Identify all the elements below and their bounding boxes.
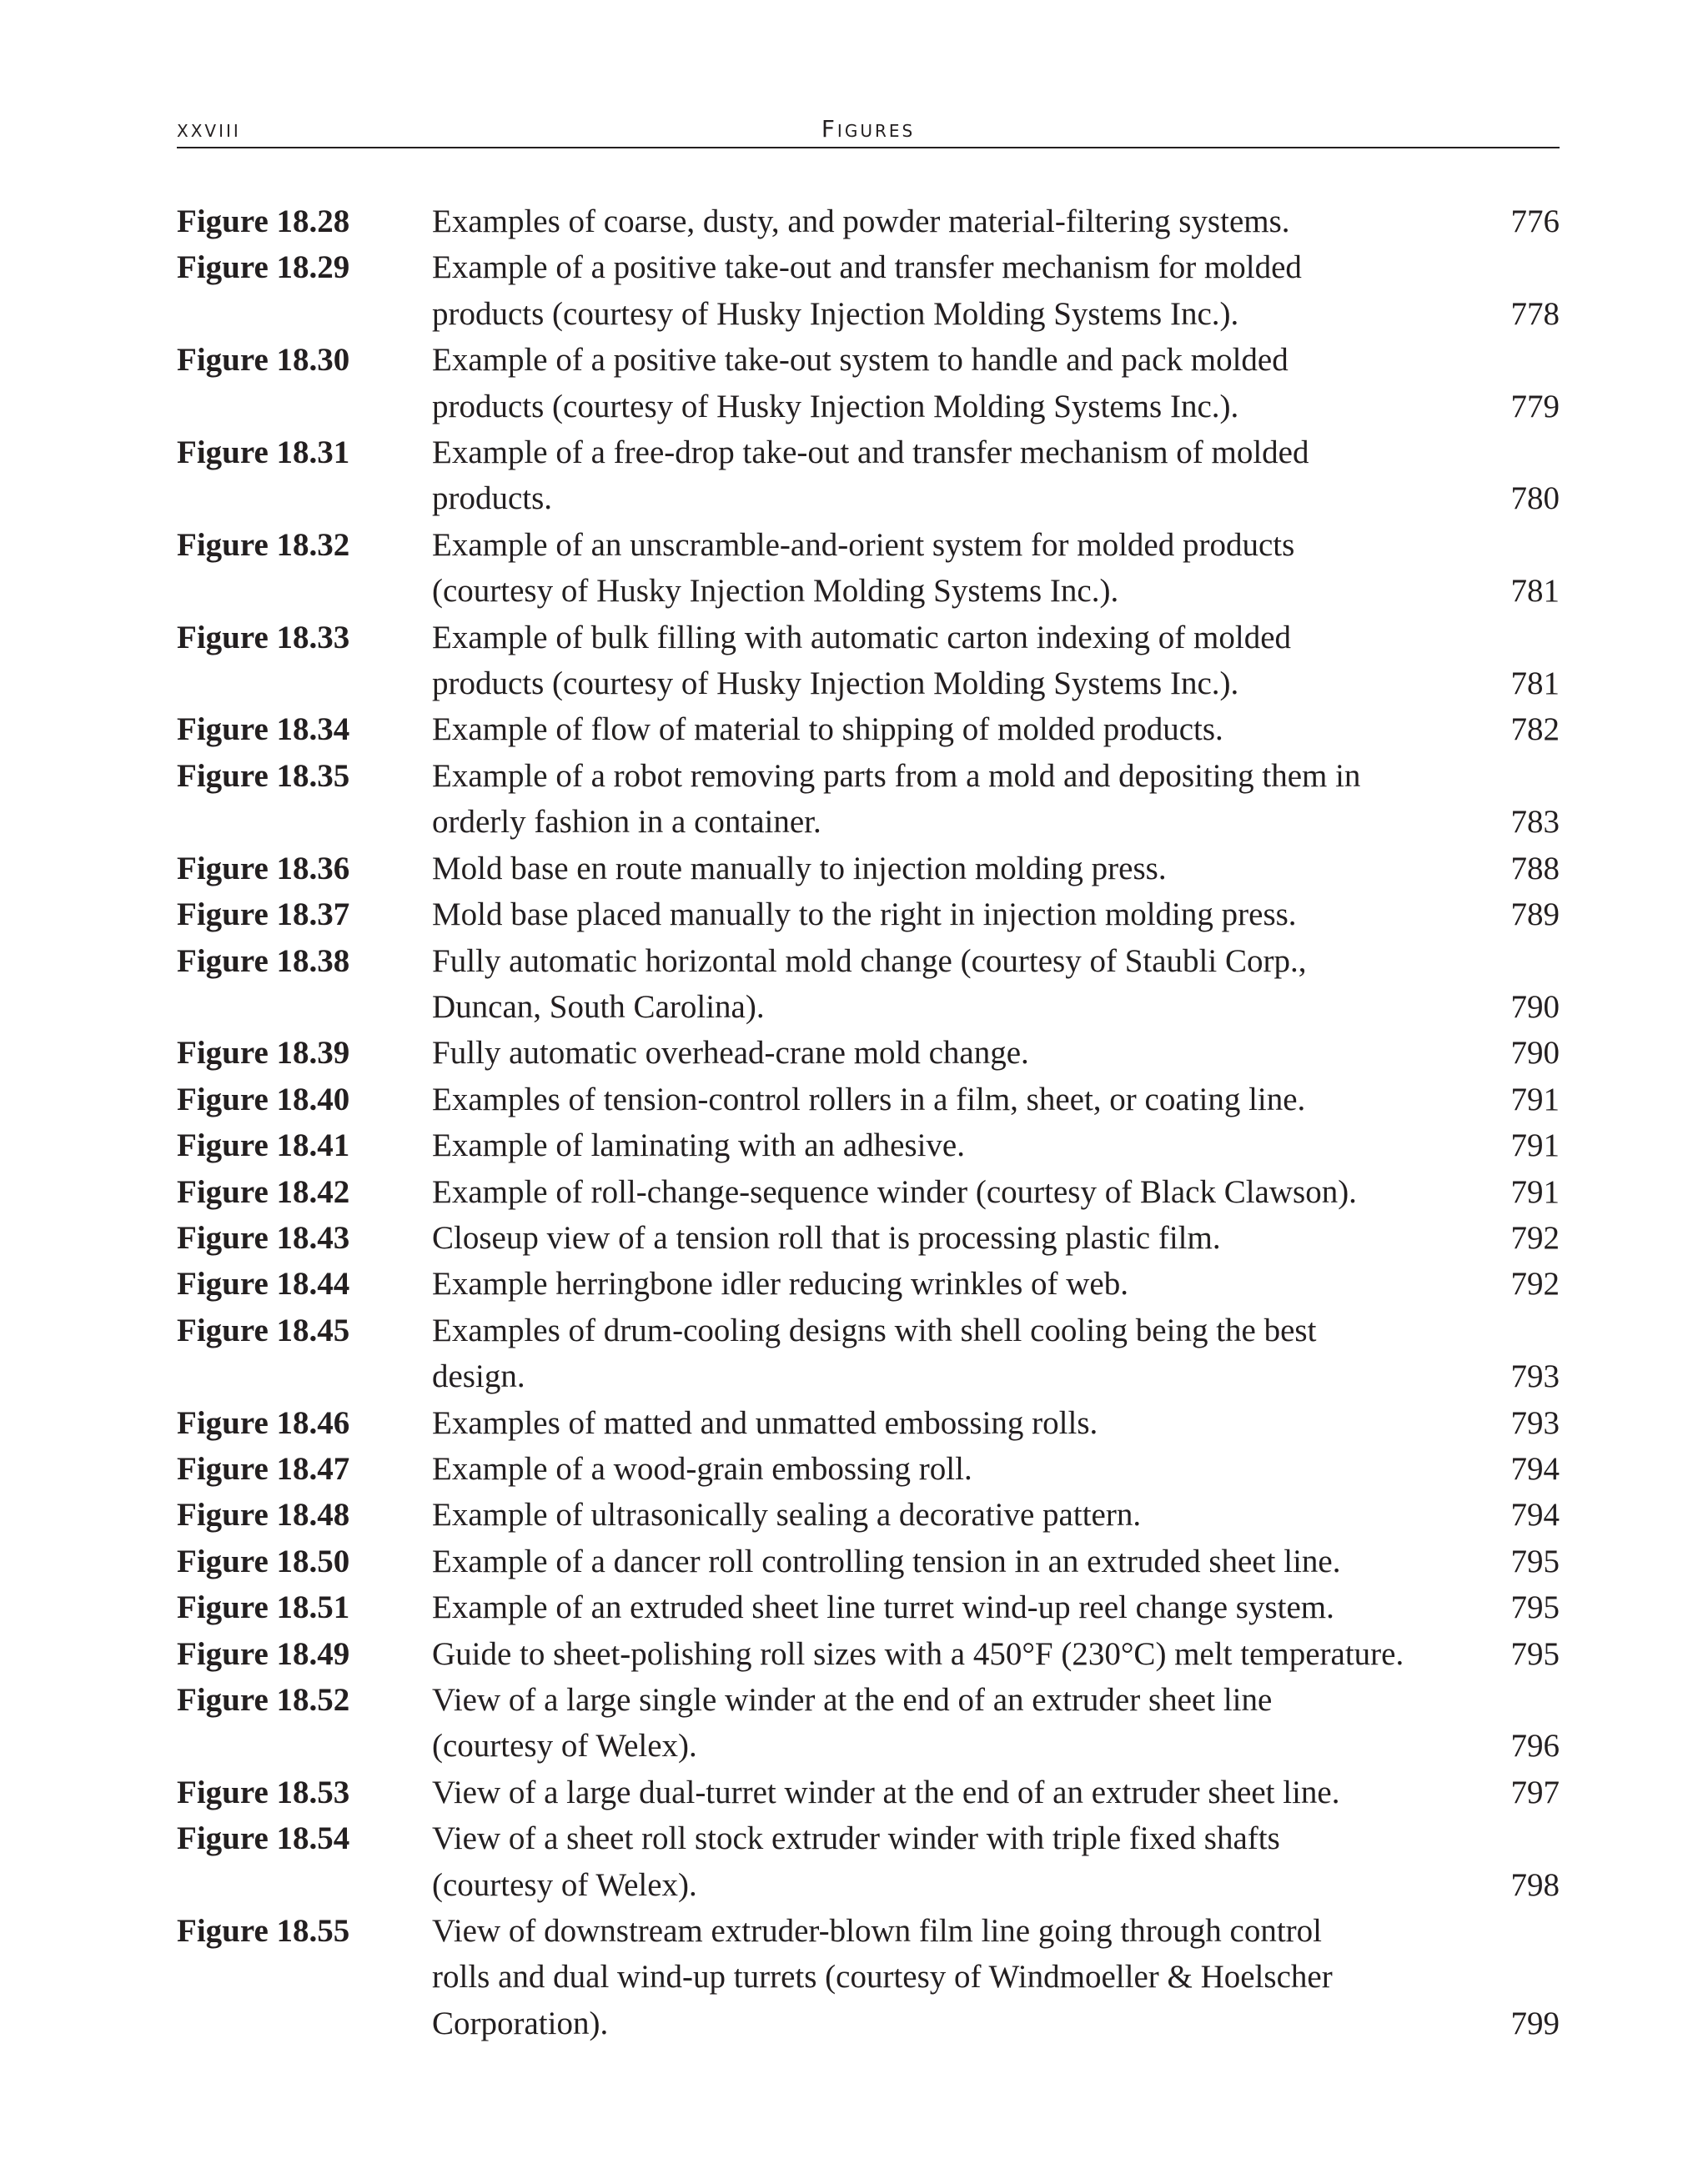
figure-caption: Fully automatic overhead-crane mold change. xyxy=(432,1035,1029,1072)
figure-label: Figure 18.33 xyxy=(177,619,350,655)
figure-label: Figure 18.46 xyxy=(177,1404,350,1441)
figure-page-number: 790 xyxy=(1510,988,1560,1025)
figure-page-number: 793 xyxy=(1510,1404,1560,1441)
figure-caption: Example of a dancer roll controlling tension in an extruded sheet line. xyxy=(432,1543,1341,1579)
figure-caption: View of a large single winder at the end of an extruder sheet line (courtesy of Welex). xyxy=(432,1682,1273,1765)
figure-entry xyxy=(177,1030,1560,1076)
figure-page-number: 798 xyxy=(1510,1866,1560,1903)
figure-label: Figure 18.30 xyxy=(177,342,350,379)
figure-entry xyxy=(177,1492,1560,1538)
figure-page-number: 793 xyxy=(1510,1358,1560,1395)
figure-entry xyxy=(177,1908,1560,2046)
figure-page-number: 783 xyxy=(1510,804,1560,841)
figure-entry xyxy=(177,1215,1560,1261)
figure-entry xyxy=(177,198,1560,244)
figure-entry xyxy=(177,891,1560,937)
figure-caption: Guide to sheet-polishing roll sizes with a 450°F (230°C) melt temperature. xyxy=(432,1635,1404,1672)
figure-page-number: 799 xyxy=(1510,2005,1560,2041)
figure-caption: Example of a robot removing parts from a mold and depositing them in orderly fashion in a container. xyxy=(432,757,1361,841)
figure-entry xyxy=(177,1308,1560,1400)
figure-caption: Mold base en route manually to injection molding press. xyxy=(432,850,1167,886)
figure-entry xyxy=(177,846,1560,891)
figure-label: Figure 18.43 xyxy=(177,1219,350,1256)
figure-page-number: 796 xyxy=(1510,1728,1560,1765)
figure-entry xyxy=(177,1446,1560,1492)
figure-page-number: 791 xyxy=(1510,1127,1560,1164)
figure-label: Figure 18.40 xyxy=(177,1081,350,1117)
figure-entry xyxy=(177,1169,1560,1215)
figure-caption: Example of laminating with an adhesive. xyxy=(432,1127,965,1164)
figure-caption: View of downstream extruder-blown film line going through control rolls and dual wind-up turrets (courtesy of Windmoeller & Hoelscher Corporation). xyxy=(432,1913,1333,2041)
figure-caption: Mold base placed manually to the right in injection molding press. xyxy=(432,896,1297,933)
figure-entry xyxy=(177,1815,1560,1908)
figure-label: Figure 18.52 xyxy=(177,1682,350,1718)
figure-page-number: 792 xyxy=(1510,1266,1560,1303)
figure-page-number: 782 xyxy=(1510,711,1560,748)
figure-page-number: 779 xyxy=(1510,388,1560,424)
figure-label: Figure 18.48 xyxy=(177,1497,350,1534)
figure-caption: View of a large dual-turret winder at the end of an extruder sheet line. xyxy=(432,1774,1340,1810)
figure-page-number: 797 xyxy=(1510,1774,1560,1810)
figure-page-number: 781 xyxy=(1510,665,1560,702)
figure-page-number: 795 xyxy=(1510,1543,1560,1579)
figure-label: Figure 18.53 xyxy=(177,1774,350,1810)
figure-label: Figure 18.55 xyxy=(177,1913,350,1950)
figure-page-number: 790 xyxy=(1510,1035,1560,1072)
figure-label: Figure 18.41 xyxy=(177,1127,350,1164)
figure-caption: View of a sheet roll stock extruder winder with triple fixed shafts (courtesy of Welex). xyxy=(432,1820,1280,1903)
figure-caption: Example of roll-change-sequence winder (courtesy of Black Clawson). xyxy=(432,1173,1357,1210)
figure-entry xyxy=(177,1631,1560,1677)
figure-entry xyxy=(177,1122,1560,1168)
figure-caption: Example of a positive take-out and transfer mechanism for molded products (courtesy of Husky Injection Molding Systems Inc.). xyxy=(432,249,1302,332)
figure-caption: Example of a positive take-out system to handle and pack molded products (courtesy of Husky Injection Molding Systems Inc.). xyxy=(432,342,1289,424)
figure-entry xyxy=(177,337,1560,429)
figure-label: Figure 18.37 xyxy=(177,896,350,933)
figure-label: Figure 18.51 xyxy=(177,1589,350,1626)
figure-caption: Example of an extruded sheet line turret wind-up reel change system. xyxy=(432,1589,1334,1626)
figure-entry xyxy=(177,1677,1560,1770)
figure-label: Figure 18.49 xyxy=(177,1635,350,1672)
figure-entry xyxy=(177,1584,1560,1630)
figure-entry xyxy=(177,1077,1560,1122)
figure-caption: Examples of matted and unmatted embossing rolls. xyxy=(432,1404,1098,1441)
figure-entry xyxy=(177,522,1560,615)
figure-entry xyxy=(177,706,1560,752)
figure-label: Figure 18.50 xyxy=(177,1543,350,1579)
figure-caption: Example of a wood-grain embossing roll. xyxy=(432,1450,972,1487)
figure-entry xyxy=(177,1400,1560,1446)
figure-caption: Example of ultrasonically sealing a decorative pattern. xyxy=(432,1497,1142,1534)
page-folio: xxviii xyxy=(177,115,241,143)
section-title: Figures xyxy=(821,115,916,143)
figure-label: Figure 18.35 xyxy=(177,757,350,794)
figure-label: Figure 18.28 xyxy=(177,203,350,239)
figure-label: Figure 18.42 xyxy=(177,1173,350,1210)
figure-caption: Fully automatic horizontal mold change (courtesy of Staubli Corp., Duncan, South Carolina). xyxy=(432,942,1307,1025)
figure-page-number: 792 xyxy=(1510,1219,1560,1256)
figure-page-number: 795 xyxy=(1510,1589,1560,1626)
figure-label: Figure 18.38 xyxy=(177,942,350,979)
figure-label: Figure 18.34 xyxy=(177,711,350,748)
running-head xyxy=(177,113,1560,148)
figure-entry xyxy=(177,1770,1560,1815)
figure-label: Figure 18.39 xyxy=(177,1035,350,1072)
figure-entry xyxy=(177,753,1560,846)
figure-page-number: 794 xyxy=(1510,1497,1560,1534)
figure-caption: Example of an unscramble-and-orient system for molded products (courtesy of Husky Injection Molding Systems Inc.). xyxy=(432,526,1295,610)
figure-page-number: 781 xyxy=(1510,573,1560,610)
figure-entry xyxy=(177,429,1560,522)
figure-page-number: 794 xyxy=(1510,1450,1560,1487)
figure-caption: Example of bulk filling with automatic carton indexing of molded products (courtesy of Husky Injection Molding Systems Inc.). xyxy=(432,619,1292,702)
figure-page-number: 791 xyxy=(1510,1081,1560,1117)
figure-label: Figure 18.32 xyxy=(177,526,350,563)
figure-page-number: 776 xyxy=(1510,203,1560,239)
figure-caption: Example of flow of material to shipping of molded products. xyxy=(432,711,1223,748)
figure-caption: Examples of coarse, dusty, and powder material-filtering systems. xyxy=(432,203,1290,239)
figure-entry xyxy=(177,1539,1560,1584)
figure-caption: Examples of tension-control rollers in a film, sheet, or coating line. xyxy=(432,1081,1306,1117)
figure-page-number: 788 xyxy=(1510,850,1560,886)
figure-caption: Example of a free-drop take-out and transfer mechanism of molded products. xyxy=(432,434,1309,517)
figure-page-number: 778 xyxy=(1510,295,1560,332)
figure-label: Figure 18.29 xyxy=(177,249,350,286)
figure-entry xyxy=(177,244,1560,337)
figure-entry xyxy=(177,615,1560,707)
figure-page-number: 780 xyxy=(1510,480,1560,517)
figure-label: Figure 18.36 xyxy=(177,850,350,886)
figure-page-number: 791 xyxy=(1510,1173,1560,1210)
figure-label: Figure 18.44 xyxy=(177,1266,350,1303)
figure-label: Figure 18.31 xyxy=(177,434,350,471)
figure-caption: Examples of drum-cooling designs with shell cooling being the best design. xyxy=(432,1312,1317,1395)
figure-entry xyxy=(177,1261,1560,1307)
figure-page-number: 789 xyxy=(1510,896,1560,933)
figure-label: Figure 18.45 xyxy=(177,1312,350,1348)
figure-caption: Closeup view of a tension roll that is processing plastic film. xyxy=(432,1219,1221,1256)
figure-label: Figure 18.47 xyxy=(177,1450,350,1487)
figure-label: Figure 18.54 xyxy=(177,1820,350,1857)
figure-caption: Example herringbone idler reducing wrinkles of web. xyxy=(432,1266,1128,1303)
figure-list xyxy=(177,198,1560,2046)
figure-page-number: 795 xyxy=(1510,1635,1560,1672)
figure-entry xyxy=(177,938,1560,1031)
